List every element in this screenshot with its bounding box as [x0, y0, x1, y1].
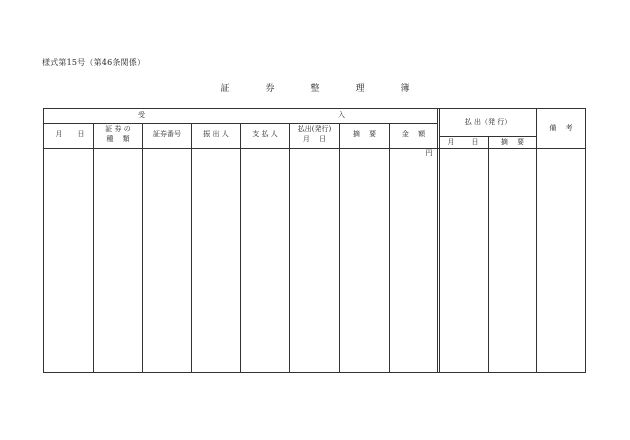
security-number-label: 証券番号: [153, 130, 181, 138]
payout-summary-label: 摘 要: [500, 138, 525, 146]
security-type-label-line2: 種 類: [106, 135, 130, 143]
drawer-label: 振 出 人: [203, 130, 229, 138]
page-title: 証券整理簿: [220, 84, 446, 94]
col-divider: [488, 136, 489, 373]
summary-label: 摘 要: [352, 130, 377, 138]
col-divider: [93, 123, 94, 373]
header-bottom-line: [44, 148, 585, 149]
receipt-month-label: 月: [55, 130, 63, 138]
col-divider: [191, 123, 192, 373]
col-divider: [289, 123, 290, 373]
payout-month-label: 月: [447, 138, 455, 146]
row-divider: [439, 136, 536, 137]
receipt-header-left: 受: [138, 111, 145, 119]
col-divider: [339, 123, 340, 373]
col-divider: [142, 123, 143, 373]
payer-label: 支 払 人: [252, 130, 278, 138]
row-divider: [44, 123, 438, 124]
form-reference: 様式第15号（第46条関係）: [42, 58, 146, 67]
amount-unit: 円: [425, 149, 433, 157]
amount-label: 金 額: [401, 130, 426, 138]
receipt-day-label: 日: [77, 130, 85, 138]
col-divider: [389, 123, 390, 373]
payout-header: 払 出（発 行）: [464, 118, 512, 126]
security-type-label-line1: 証 券 の: [105, 125, 131, 133]
payout-day-label: 日: [471, 138, 479, 146]
payout-date-label-line1: 払出(発行): [297, 125, 332, 133]
ledger-table: [43, 108, 586, 373]
col-divider: [240, 123, 241, 373]
payout-date-label-line2: 月 日: [302, 135, 327, 143]
receipt-header-right: 入: [338, 111, 345, 119]
remarks-label: 備 考: [549, 124, 573, 132]
